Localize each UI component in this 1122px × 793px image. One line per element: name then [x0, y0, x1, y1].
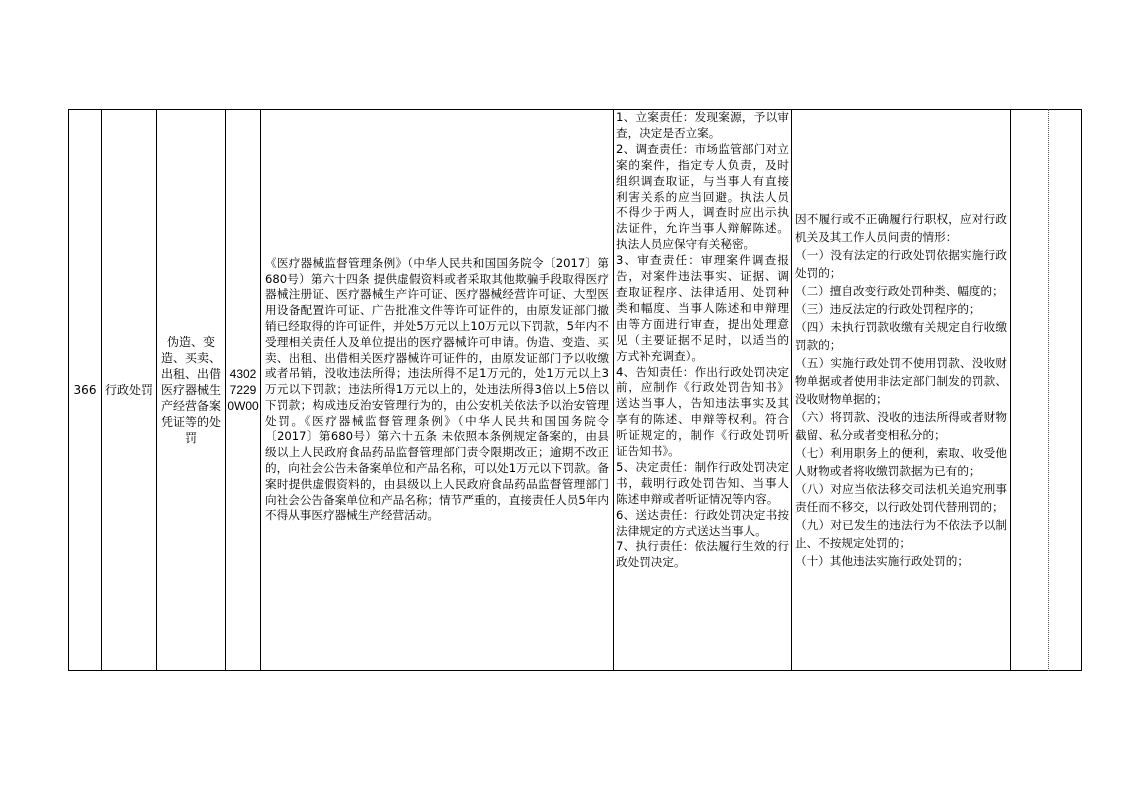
accountability-item: （八）对应当依法移交司法机关追究刑事责任而不移交，以行政处罚代替刑罚的；	[795, 482, 1007, 514]
row-number: 366	[69, 110, 102, 671]
responsibility-list	[614, 110, 792, 671]
accountability-list	[792, 110, 1011, 671]
remarks-cell	[1011, 110, 1082, 671]
authority-table	[68, 109, 1053, 671]
legal-basis: 《医疗器械监督管理条例》（中华人民共和国国务院令〔2017〕第680号）第六十四条 提供虚假资料或者采取其他欺骗手段取得医疗器械注册证、医疗器械生产许可证、医疗器械经营许可证、大型医用设备配置许可证、广告批准文件等许可证件的，由原发证部门撤销已经取得的许可证件，并处5万元以上10万元以下罚款，5年内不受理相关责任人及单位提出的医疗器械许可申请。伪造、变造、买卖、出租、出借相关医疗器械许可证件的，由原发证部门予以收缴或者吊销，没收违法所得；违法所得不足1万元的，处1万元以上3万元以下罚款；违法所得1万元以上的，处违法所得3倍以上5倍以下罚款；构成违反治安管理行为的，由公安机关依法予以治安管理处罚。《医疗器械监督管理条例》（中华人民共和国国务院令〔2017〕第680号）第六十五条 未依照本条例规定备案的，由县级以上人民政府食品药品监督管理部门责令限期改正；逾期不改正的，向社会公告未备案单位和产品名称，可以处1万元以下罚款。备案时提供虚假资料的，由县级以上人民政府食品药品监督管理部门向社会公告备案单位和产品名称；情节严重的，直接责任人员5年内不得从事医疗器械生产经营活动。	[261, 110, 614, 671]
table-row	[69, 110, 1082, 671]
responsibility-item: 3、审查责任：审理案件调查报告，对案件违法事实、证据、调查取证程序、法律适用、处罚种类和幅度、当事人陈述和申辩理由等方面进行审查，提出处理意见（主要证据不足时，以适当的方式补充调查）。	[616, 253, 789, 363]
responsibility-item: 2、调查责任：市场监管部门对立案的案件，指定专人负责，及时组织调查取证，与当事人有直接利害关系的应当回避。执法人员不得少于两人，调查时应出示执法证件，允许当事人辩解陈述。执法人员应保守有关秘密。	[616, 141, 789, 252]
item-name: 伪造、变造、买卖、出租、出借医疗器械生产经营备案凭证等的处罚	[157, 110, 226, 671]
accountability-item: （一）没有法定的行政处罚依据实施行政处罚的；	[795, 248, 1007, 280]
responsibility-item: 1、立案责任：发现案源，予以审查，决定是否立案。	[616, 110, 789, 140]
accountability-item: （七）利用职务上的便利，索取、收受他人财物或者将收缴罚款据为已有的；	[795, 446, 1007, 478]
responsibility-item: 4、告知责任：作出行政处罚决定前，应制作《行政处罚告知书》送达当事人，告知违法事实及其享有的陈述、申辩等权利。符合听证规定的，制作《行政处罚听证告知书》。	[616, 364, 789, 459]
item-code: 43027229 0W00	[226, 110, 261, 671]
accountability-item: （四）未执行罚款收缴有关规定自行收缴罚款的；	[795, 320, 1007, 352]
accountability-item: （十）其他违法实施行政处罚的；	[795, 554, 969, 568]
responsibility-item: 5、决定责任：制作行政处罚决定书，载明行政处罚告知、当事人陈述申辩或者听证情况等内容。	[616, 459, 789, 506]
power-category: 行政处罚	[102, 110, 157, 671]
accountability-item: （九）对已发生的违法行为不依法予以制止、不按规定处罚的；	[795, 518, 1007, 550]
accountability-item: （二）擅自改变行政处罚种类、幅度的；	[795, 284, 1004, 298]
responsibility-item: 6、送达责任：行政处罚决定书按法律规定的方式送达当事人。	[616, 507, 789, 538]
accountability-item: 因不履行或不正确履行行职权，应对行政机关及其工作人员问责的情形：	[795, 212, 1007, 244]
table	[68, 109, 1082, 671]
responsibility-item: 7、执行责任：依法履行生效的行政处罚决定。	[616, 539, 789, 570]
accountability-item: （五）实施行政处罚不使用罚款、没收财物单据或者使用非法定部门制发的罚款、没收财物单据的；	[795, 356, 1007, 406]
accountability-item: （三）违反法定的行政处罚程序的；	[795, 302, 981, 316]
accountability-item: （六）将罚款、没收的违法所得或者财物截留、私分或者变相私分的；	[795, 410, 1007, 442]
print-margin-line	[1048, 109, 1049, 671]
